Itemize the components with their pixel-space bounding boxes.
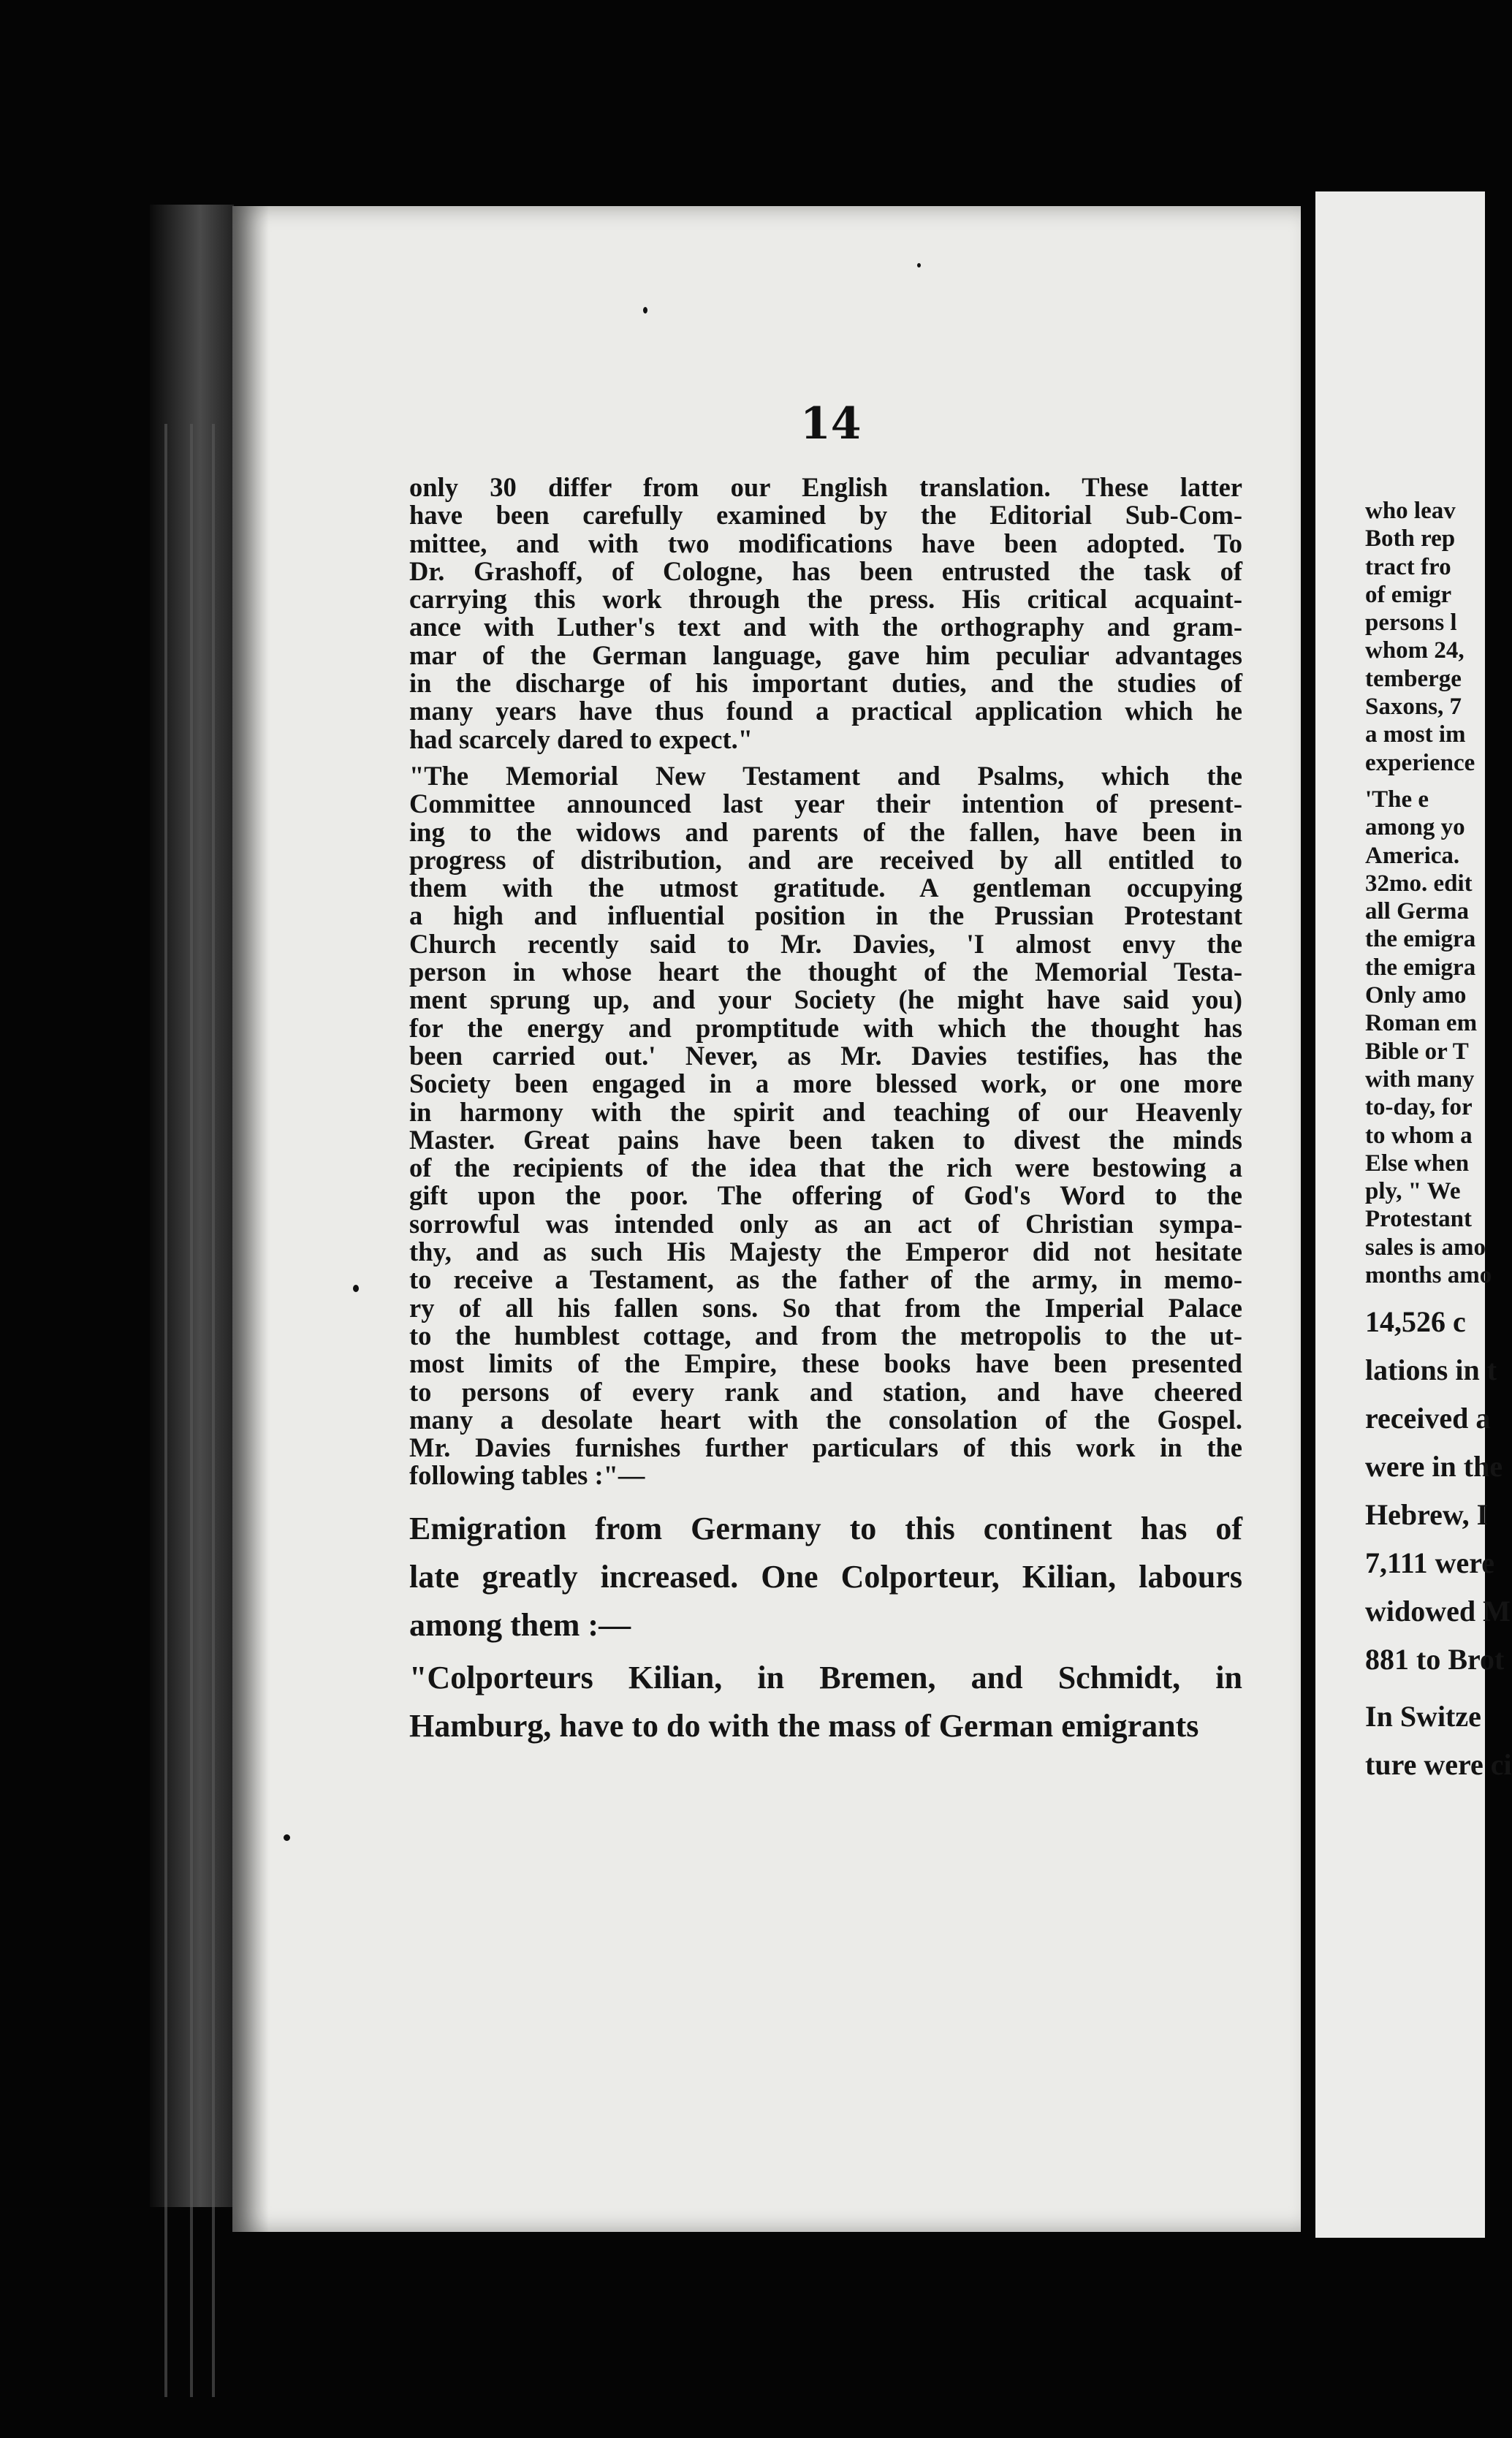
right-text-line: all Germa <box>1365 898 1470 925</box>
gutter-shadow <box>232 206 269 2232</box>
right-text-line: Protestant <box>1365 1206 1473 1233</box>
text-line: many years have thus found a practical application which he <box>409 696 1242 726</box>
text-line: to receive a Testament, as the father of the army, in memo- <box>409 1264 1242 1295</box>
text-line: for the energy and promptitude with which the thought has <box>409 1012 1242 1043</box>
right-text-line: Only amo <box>1365 982 1467 1009</box>
text-line: Emigration from Germany to this continent has of <box>409 1510 1242 1546</box>
text-line: "The Memorial New Testament and Psalms, which the <box>409 760 1242 791</box>
text-line: Master. Great pains have been taken to divest the minds <box>409 1124 1242 1155</box>
right-text-line: temberge <box>1365 665 1462 692</box>
text-line: ment sprung up, and your Society (he might have said you) <box>409 984 1242 1015</box>
text-line: late greatly increased. One Colporteur, Kilian, labours <box>409 1558 1242 1595</box>
right-text-line: Else when <box>1365 1150 1470 1177</box>
film-speck <box>284 1834 290 1841</box>
right-text-line: sales is amo <box>1365 1234 1486 1261</box>
film-speck <box>353 1285 359 1292</box>
right-page-text-fragment <box>1365 497 1512 1798</box>
right-text-line: 32mo. edit <box>1365 870 1473 897</box>
text-line: a high and influential position in the Prussian Protestant <box>409 900 1242 931</box>
right-text-line: experience <box>1365 749 1475 776</box>
page-edge-line <box>190 424 193 2397</box>
text-line: Church recently said to Mr. Davies, 'I almost envy the <box>409 928 1242 959</box>
text-line: mar of the German language, gave him peculiar advantages <box>409 639 1242 670</box>
text-line: of the recipients of the idea that the rich were bestowing a <box>409 1152 1242 1183</box>
text-line: Hamburg, have to do with the mass of German emigrants <box>409 1707 1199 1744</box>
text-line: gift upon the poor. The offering of God's Word to the <box>409 1180 1242 1211</box>
right-text-line: whom 24, <box>1365 637 1464 664</box>
right-text-line: Both rep <box>1365 525 1456 552</box>
right-text-line: months amo <box>1365 1262 1492 1289</box>
text-line: Dr. Grashoff, of Cologne, has been entrusted the task of <box>409 555 1242 586</box>
text-line: only 30 differ from our English translation. These latter <box>409 472 1242 502</box>
right-text-line: of emigr <box>1365 581 1452 608</box>
right-text-line: tract fro <box>1365 553 1451 580</box>
text-line: in harmony with the spirit and teaching of our Heavenly <box>409 1096 1242 1127</box>
text-line: them with the utmost gratitude. A gentleman occupying <box>409 873 1242 903</box>
right-text-line: among yo <box>1365 814 1465 841</box>
right-text-line: with many <box>1365 1066 1475 1093</box>
page-edge-line <box>212 424 215 2397</box>
text-line: sorrowful was intended only as an act of Christian sympa- <box>409 1208 1242 1239</box>
right-page-block <box>1365 786 1492 1289</box>
page-edge-line <box>164 424 167 2397</box>
text-line: person in whose heart the thought of the Memorial Testa- <box>409 957 1242 987</box>
right-text-line: ply, " We <box>1365 1178 1461 1205</box>
right-page-block <box>1365 497 1485 777</box>
right-text-line: Roman em <box>1365 1010 1478 1037</box>
paragraph <box>409 762 1242 1490</box>
paragraph <box>409 474 1242 753</box>
right-text-line: America. <box>1365 842 1460 869</box>
text-line: in the discharge of his important duties, and the studies of <box>409 668 1242 699</box>
right-text-line: were in the <box>1365 1450 1503 1484</box>
right-text-line: widowed M <box>1365 1595 1511 1628</box>
text-line: ry of all his fallen sons. So that from the Imperial Palace <box>409 1292 1242 1323</box>
text-line: Society been engaged in a more blessed work, or one more <box>409 1068 1242 1099</box>
text-line: following tables :"— <box>409 1460 645 1491</box>
right-text-line: a most im <box>1365 721 1466 748</box>
main-text-column <box>409 474 1242 1750</box>
text-line: many a desolate heart with the consolation of the Gospel. <box>409 1404 1242 1435</box>
text-line: had scarcely dared to expect." <box>409 724 753 754</box>
text-line: mittee, and with two modifications have been adopted. To <box>409 528 1242 558</box>
large-type-paragraph <box>409 1505 1242 1649</box>
text-line: carrying this work through the press. His critical acquaint- <box>409 584 1242 615</box>
page-number: 14 <box>800 398 862 449</box>
right-text-line: Hebrew, I <box>1365 1498 1489 1532</box>
right-text-line: ture were ci <box>1365 1748 1512 1782</box>
text-line: to persons of every rank and station, and have cheered <box>409 1376 1242 1407</box>
text-line: Committee announced last year their intention of present- <box>409 789 1242 819</box>
text-line: progress of distribution, and are received by all entitled to <box>409 844 1242 875</box>
right-text-line: to-day, for <box>1365 1094 1473 1121</box>
text-line: have been carefully examined by the Editorial Sub-Com- <box>409 500 1242 531</box>
quote-paragraph <box>409 1654 1242 1750</box>
text-line: most limits of the Empire, these books have been presented <box>409 1348 1242 1379</box>
right-text-line: 14,526 c <box>1365 1305 1466 1339</box>
right-text-line: 7,111 were <box>1365 1546 1495 1580</box>
right-page-block <box>1365 1693 1512 1789</box>
right-text-line: who leav <box>1365 498 1456 524</box>
text-line: to the humblest cottage, and from the metropolis to the ut- <box>409 1320 1242 1351</box>
right-page-block <box>1365 1298 1511 1684</box>
right-text-line: to whom a <box>1365 1122 1473 1149</box>
text-line: among them :— <box>409 1606 631 1643</box>
book-spine-edge <box>150 205 234 2207</box>
film-speck <box>917 263 921 267</box>
right-text-line: Bible or T <box>1365 1038 1469 1065</box>
text-line: ing to the widows and parents of the fallen, have been in <box>409 816 1242 847</box>
right-text-line: the emigra <box>1365 954 1476 981</box>
text-line: thy, and as such His Majesty the Emperor did not hesitate <box>409 1237 1242 1267</box>
text-line: Mr. Davies furnishes further particulars of this work in the <box>409 1432 1242 1463</box>
text-line: ance with Luther's text and with the orthography and gram- <box>409 612 1242 642</box>
right-text-line: persons l <box>1365 610 1457 637</box>
film-speck <box>643 307 647 314</box>
text-line: "Colporteurs Kilian, in Bremen, and Schmidt, in <box>409 1659 1242 1695</box>
right-text-line: received a <box>1365 1402 1491 1435</box>
right-text-line: 881 to Brot <box>1365 1643 1505 1676</box>
right-text-line: Saxons, 7 <box>1365 694 1462 721</box>
right-text-line: the emigra <box>1365 926 1476 953</box>
right-text-line: In Switze <box>1365 1700 1481 1733</box>
right-text-line: 'The e <box>1365 786 1429 813</box>
text-line: been carried out.' Never, as Mr. Davies testifies, has the <box>409 1040 1242 1071</box>
right-text-line: lations in t <box>1365 1353 1497 1387</box>
